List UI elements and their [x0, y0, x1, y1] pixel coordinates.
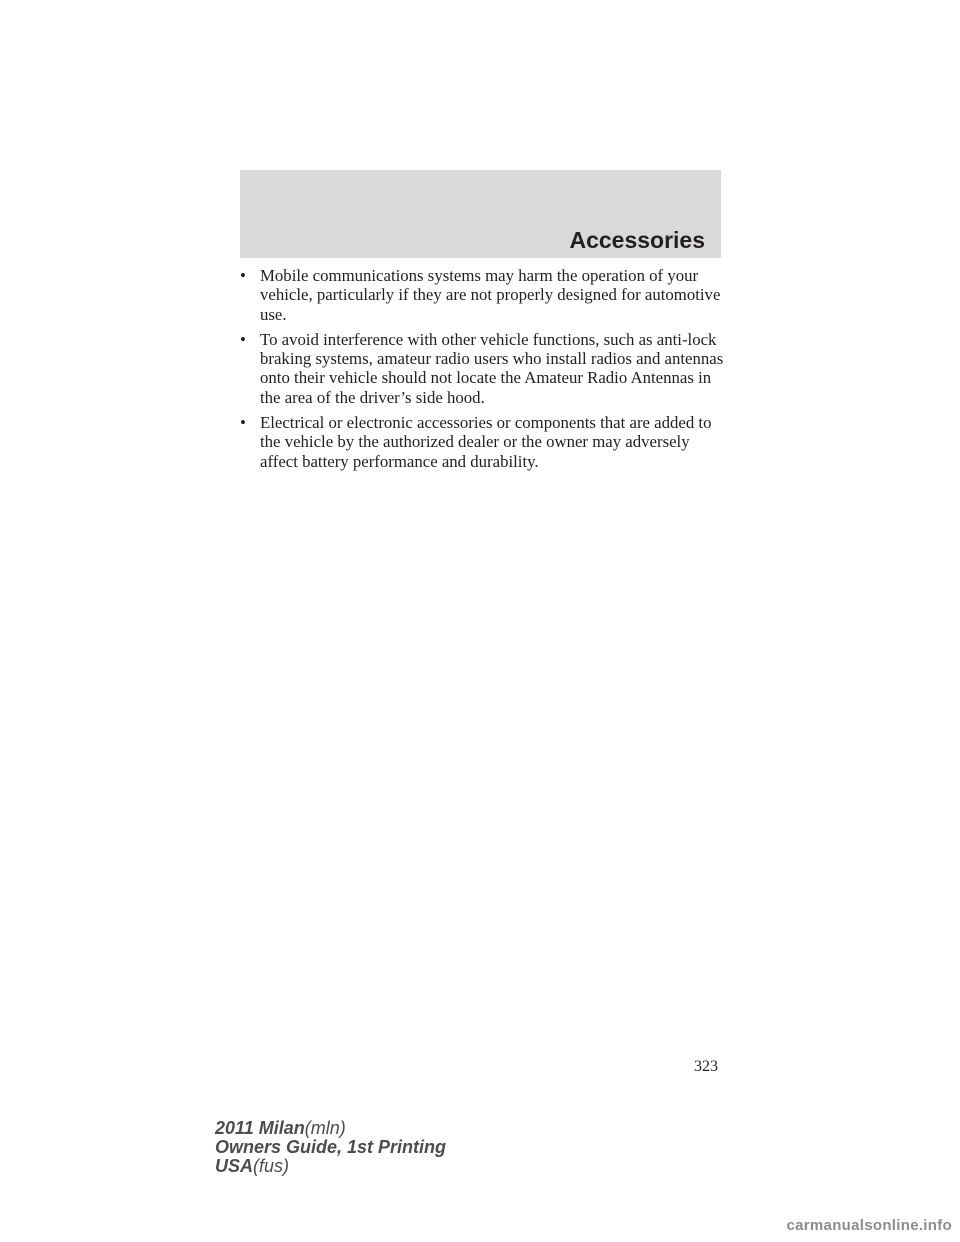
footer-line-model — [215, 1119, 446, 1138]
footer-model-code: (mln) — [304, 1118, 346, 1138]
bullet-list — [240, 266, 730, 477]
list-item — [240, 330, 730, 407]
bullet-marker: • — [240, 329, 246, 349]
section-title: Accessories — [569, 227, 705, 253]
page-number: 323 — [694, 1058, 718, 1075]
bullet-text: Mobile communications systems may harm the operation of your vehicle, particularly if they are not properly designed for automotive use. — [260, 266, 721, 324]
bullet-marker: • — [240, 413, 246, 433]
bullet-text: To avoid interference with other vehicle functions, such as anti-lock braking systems, amateur radio users who install radios and antennas onto their vehicle should not locate the Amateur Radio Antennas in the area of the driver’s side hood. — [260, 329, 724, 407]
list-item — [240, 413, 730, 471]
footer-line-printing — [215, 1138, 446, 1157]
footer-printing: Owners Guide, 1st Printing — [215, 1137, 447, 1157]
print-footer — [215, 1119, 446, 1176]
watermark: carmanualsonline.info — [786, 1217, 952, 1234]
footer-line-market — [215, 1157, 446, 1176]
section-header-band — [240, 170, 721, 258]
footer-market-code: (fus) — [253, 1156, 290, 1176]
list-item — [240, 266, 730, 324]
footer-model: 2011 Milan — [215, 1118, 305, 1138]
footer-market: USA — [215, 1156, 254, 1176]
bullet-text: Electrical or electronic accessories or components that are added to the vehicle by the authorized dealer or the owner may adversely affect battery performance and durability. — [260, 413, 712, 471]
bullet-marker: • — [240, 266, 246, 285]
